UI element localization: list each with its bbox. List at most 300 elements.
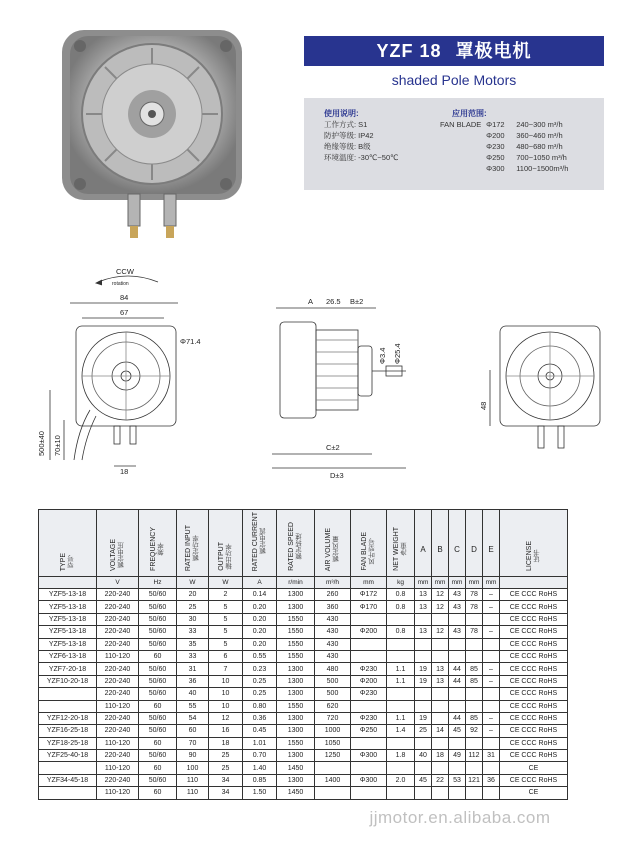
table-cell: YZF5-13-18 bbox=[39, 589, 97, 601]
table-cell: 0.8 bbox=[387, 626, 415, 638]
column-unit: W bbox=[209, 577, 243, 589]
rear-view-drawing bbox=[490, 326, 600, 448]
table-cell: CE CCC RoHS bbox=[500, 688, 568, 700]
column-unit: r/min bbox=[277, 577, 315, 589]
table-cell: CE CCC RoHS bbox=[500, 626, 568, 638]
table-cell: Φ200 bbox=[351, 626, 387, 638]
table-cell: 16 bbox=[209, 725, 243, 737]
column-header bbox=[432, 510, 449, 577]
table-cell: 43 bbox=[449, 589, 466, 601]
front-view-drawing bbox=[50, 276, 178, 466]
column-unit: mm bbox=[432, 577, 449, 589]
column-header-en: FREQUENCY bbox=[149, 527, 157, 571]
blade-airflow: 240~300 m³/h bbox=[516, 120, 563, 129]
column-header bbox=[315, 510, 351, 577]
table-cell: Φ250 bbox=[351, 725, 387, 737]
table-cell: 1400 bbox=[315, 774, 351, 786]
table-cell bbox=[466, 688, 483, 700]
table-cell: 44 bbox=[449, 712, 466, 724]
table-cell: 78 bbox=[466, 601, 483, 613]
table-cell: YZF10-20-18 bbox=[39, 675, 97, 687]
table-cell: 0.55 bbox=[243, 650, 277, 662]
usage-line: 环境温度: -30℃~50℃ bbox=[324, 153, 399, 162]
dim-67: 67 bbox=[120, 308, 129, 317]
table-cell: Φ300 bbox=[351, 750, 387, 762]
table-cell: YZF34-45-18 bbox=[39, 774, 97, 786]
column-unit: V bbox=[97, 577, 139, 589]
table-cell bbox=[483, 737, 500, 749]
table-cell: 22 bbox=[432, 774, 449, 786]
table-cell: – bbox=[483, 601, 500, 613]
product-title bbox=[304, 36, 604, 66]
table-cell: 36 bbox=[177, 675, 209, 687]
table-cell bbox=[483, 762, 500, 774]
table-cell bbox=[483, 650, 500, 662]
table-cell: 0.20 bbox=[243, 638, 277, 650]
table-cell: YZF5-13-18 bbox=[39, 601, 97, 613]
table-cell: 220-240 bbox=[97, 663, 139, 675]
table-cell: 2 bbox=[209, 589, 243, 601]
table-cell: 70 bbox=[177, 737, 209, 749]
column-header bbox=[415, 510, 432, 577]
table-cell bbox=[351, 638, 387, 650]
table-cell bbox=[432, 688, 449, 700]
table-cell: 33 bbox=[177, 626, 209, 638]
table-cell: 220-240 bbox=[97, 601, 139, 613]
table-cell: 110-120 bbox=[97, 762, 139, 774]
table-cell: 10 bbox=[209, 675, 243, 687]
table-cell: 85 bbox=[466, 712, 483, 724]
dim-48: 48 bbox=[479, 401, 488, 410]
table-row bbox=[39, 787, 568, 799]
table-cell: 1.1 bbox=[387, 663, 415, 675]
table-cell: 40 bbox=[177, 688, 209, 700]
blade-airflow: 700~1050 m³/h bbox=[516, 153, 567, 162]
column-header bbox=[39, 510, 97, 577]
table-cell: Φ230 bbox=[351, 688, 387, 700]
table-cell: 112 bbox=[466, 750, 483, 762]
table-cell bbox=[39, 787, 97, 799]
table-cell: 1050 bbox=[315, 737, 351, 749]
table-cell: CE CCC RoHS bbox=[500, 737, 568, 749]
table-row bbox=[39, 762, 568, 774]
table-cell bbox=[315, 787, 351, 799]
table-cell bbox=[387, 650, 415, 662]
column-unit: Hz bbox=[139, 577, 177, 589]
table-cell: 0.85 bbox=[243, 774, 277, 786]
column-header bbox=[483, 510, 500, 577]
table-cell: CE CCC RoHS bbox=[500, 613, 568, 625]
table-cell: 6 bbox=[209, 650, 243, 662]
table-cell: 60 bbox=[139, 650, 177, 662]
table-cell: 100 bbox=[177, 762, 209, 774]
table-cell: 90 bbox=[177, 750, 209, 762]
table-cell: 0.20 bbox=[243, 626, 277, 638]
table-cell: 0.8 bbox=[387, 601, 415, 613]
table-cell: YZF6-13-18 bbox=[39, 650, 97, 662]
column-header bbox=[351, 510, 387, 577]
table-cell bbox=[387, 700, 415, 712]
table-cell bbox=[449, 762, 466, 774]
table-cell: 50/60 bbox=[139, 663, 177, 675]
table-cell: CE CCC RoHS bbox=[500, 712, 568, 724]
application-title: 应用范围: bbox=[452, 109, 487, 118]
blade-diameter: Φ200 bbox=[486, 131, 505, 140]
table-cell: 25 bbox=[209, 750, 243, 762]
table-cell: 500 bbox=[315, 688, 351, 700]
table-cell: 110-120 bbox=[97, 737, 139, 749]
table-row bbox=[39, 638, 568, 650]
blade-airflow: 360~460 m³/h bbox=[516, 131, 563, 140]
table-cell: 12 bbox=[432, 589, 449, 601]
table-cell: 220-240 bbox=[97, 712, 139, 724]
usage-title: 使用说明: bbox=[324, 109, 359, 118]
table-cell: 50/60 bbox=[139, 750, 177, 762]
table-cell: 35 bbox=[177, 638, 209, 650]
table-cell: 0.20 bbox=[243, 601, 277, 613]
table-cell: YZF25-40-18 bbox=[39, 750, 97, 762]
table-cell: 1000 bbox=[315, 725, 351, 737]
table-cell bbox=[415, 700, 432, 712]
table-cell: 0.25 bbox=[243, 675, 277, 687]
table-cell: 50/60 bbox=[139, 626, 177, 638]
table-cell: Φ172 bbox=[351, 589, 387, 601]
table-cell: 220-240 bbox=[97, 675, 139, 687]
table-row bbox=[39, 725, 568, 737]
table-cell: Φ230 bbox=[351, 712, 387, 724]
table-row bbox=[39, 601, 568, 613]
column-unit bbox=[39, 577, 97, 589]
table-cell: 18 bbox=[209, 737, 243, 749]
table-cell bbox=[466, 650, 483, 662]
table-row bbox=[39, 712, 568, 724]
table-cell: YZF5-13-18 bbox=[39, 638, 97, 650]
column-header-cn: 输出功率 bbox=[225, 543, 233, 570]
table-cell: 1300 bbox=[277, 725, 315, 737]
table-cell: 1.50 bbox=[243, 787, 277, 799]
usage-section bbox=[324, 108, 399, 163]
table-cell: 45 bbox=[415, 774, 432, 786]
table-cell: 12 bbox=[432, 626, 449, 638]
table-cell: 0.8 bbox=[387, 589, 415, 601]
table-cell: 1300 bbox=[277, 750, 315, 762]
table-cell bbox=[432, 650, 449, 662]
table-cell bbox=[387, 762, 415, 774]
table-cell: 5 bbox=[209, 613, 243, 625]
dim-3-4: Φ3.4 bbox=[378, 347, 387, 364]
table-cell bbox=[387, 787, 415, 799]
table-cell bbox=[449, 638, 466, 650]
table-cell bbox=[351, 787, 387, 799]
table-cell: 55 bbox=[177, 700, 209, 712]
column-header-cn: 净重 bbox=[400, 542, 408, 556]
table-cell bbox=[387, 737, 415, 749]
table-cell: 5 bbox=[209, 638, 243, 650]
table-cell: 0.14 bbox=[243, 589, 277, 601]
column-header-cn: 额定电流 bbox=[259, 528, 267, 555]
table-cell: CE bbox=[500, 762, 568, 774]
product-subtitle: shaded Pole Motors bbox=[391, 72, 517, 88]
table-cell: 53 bbox=[449, 774, 466, 786]
column-header bbox=[177, 510, 209, 577]
table-cell: 54 bbox=[177, 712, 209, 724]
table-cell bbox=[387, 688, 415, 700]
table-cell: 49 bbox=[449, 750, 466, 762]
table-row bbox=[39, 663, 568, 675]
table-cell: Φ230 bbox=[351, 663, 387, 675]
table-cell: 10 bbox=[209, 688, 243, 700]
table-header-row bbox=[39, 510, 568, 577]
table-units-row bbox=[39, 577, 568, 589]
table-cell: 31 bbox=[177, 663, 209, 675]
table-cell: 110-120 bbox=[97, 700, 139, 712]
table-cell: 13 bbox=[415, 626, 432, 638]
column-unit: A bbox=[243, 577, 277, 589]
column-header-en: B bbox=[437, 545, 443, 554]
table-row bbox=[39, 700, 568, 712]
table-cell: 0.45 bbox=[243, 725, 277, 737]
column-header bbox=[243, 510, 277, 577]
table-cell: 13 bbox=[432, 663, 449, 675]
table-cell bbox=[387, 613, 415, 625]
table-cell: 60 bbox=[139, 700, 177, 712]
table-cell bbox=[415, 762, 432, 774]
table-cell bbox=[432, 613, 449, 625]
table-cell: 13 bbox=[415, 589, 432, 601]
table-cell: 121 bbox=[466, 774, 483, 786]
table-cell: 1300 bbox=[277, 675, 315, 687]
table-cell: 430 bbox=[315, 650, 351, 662]
table-cell: CE CCC RoHS bbox=[500, 663, 568, 675]
table-cell: 50/60 bbox=[139, 601, 177, 613]
table-cell: 220-240 bbox=[97, 626, 139, 638]
table-cell: CE CCC RoHS bbox=[500, 774, 568, 786]
table-cell: 10 bbox=[209, 700, 243, 712]
table-cell bbox=[415, 613, 432, 625]
table-cell: 45 bbox=[449, 725, 466, 737]
table-cell: Φ300 bbox=[351, 774, 387, 786]
table-cell: 500 bbox=[315, 675, 351, 687]
table-cell: 0.25 bbox=[243, 688, 277, 700]
dim-c: C±2 bbox=[326, 443, 340, 452]
table-cell: 110 bbox=[177, 774, 209, 786]
column-header-cn: 额定风量 bbox=[332, 536, 340, 563]
table-cell: 0.80 bbox=[243, 700, 277, 712]
table-cell: 44 bbox=[449, 675, 466, 687]
table-cell: 85 bbox=[466, 675, 483, 687]
table-cell bbox=[466, 787, 483, 799]
table-cell: YZF7-20-18 bbox=[39, 663, 97, 675]
table-cell: 1550 bbox=[277, 700, 315, 712]
table-cell: 40 bbox=[415, 750, 432, 762]
table-cell: 13 bbox=[415, 601, 432, 613]
dim-18: 18 bbox=[120, 467, 129, 476]
table-cell: CE CCC RoHS bbox=[500, 601, 568, 613]
table-cell: 43 bbox=[449, 626, 466, 638]
column-header bbox=[277, 510, 315, 577]
table-cell bbox=[39, 700, 97, 712]
table-cell bbox=[449, 700, 466, 712]
table-cell: 19 bbox=[415, 712, 432, 724]
table-cell: 1450 bbox=[277, 787, 315, 799]
column-unit: kg bbox=[387, 577, 415, 589]
table-cell bbox=[39, 762, 97, 774]
table-cell: CE CCC RoHS bbox=[500, 650, 568, 662]
table-cell: 33 bbox=[177, 650, 209, 662]
table-cell: 5 bbox=[209, 601, 243, 613]
table-cell: 1250 bbox=[315, 750, 351, 762]
table-cell bbox=[432, 787, 449, 799]
table-cell: 1300 bbox=[277, 601, 315, 613]
table-cell bbox=[449, 737, 466, 749]
column-header bbox=[500, 510, 568, 577]
dim-a: A bbox=[308, 297, 314, 306]
table-row bbox=[39, 650, 568, 662]
table-cell bbox=[39, 688, 97, 700]
table-cell: 25 bbox=[209, 762, 243, 774]
table-cell: 25 bbox=[415, 725, 432, 737]
dimension-drawings bbox=[30, 260, 620, 490]
table-cell bbox=[351, 613, 387, 625]
table-cell: 220-240 bbox=[97, 725, 139, 737]
table-cell: 1550 bbox=[277, 613, 315, 625]
table-cell bbox=[466, 762, 483, 774]
table-cell: 430 bbox=[315, 613, 351, 625]
usage-line: 绝缘等级: B级 bbox=[324, 142, 371, 151]
table-cell: 18 bbox=[432, 750, 449, 762]
table-cell: 220-240 bbox=[97, 589, 139, 601]
table-cell: 1300 bbox=[277, 589, 315, 601]
column-header-en: VOLTAGE bbox=[109, 538, 117, 571]
table-cell: YZF5-13-18 bbox=[39, 613, 97, 625]
table-cell: 430 bbox=[315, 626, 351, 638]
table-cell: 480 bbox=[315, 663, 351, 675]
blade-diameter: Φ250 bbox=[486, 153, 505, 162]
column-unit: mm bbox=[466, 577, 483, 589]
table-cell bbox=[449, 787, 466, 799]
table-cell: 7 bbox=[209, 663, 243, 675]
table-cell bbox=[466, 638, 483, 650]
table-cell: CE CCC RoHS bbox=[500, 675, 568, 687]
column-header-en: RATED INPUT bbox=[184, 524, 192, 571]
column-header-cn: 额定转速 bbox=[295, 533, 303, 560]
table-cell: 1550 bbox=[277, 626, 315, 638]
table-row bbox=[39, 589, 568, 601]
table-cell: CE CCC RoHS bbox=[500, 750, 568, 762]
model-name-cn: 罩极电机 bbox=[455, 41, 532, 61]
table-cell: 36 bbox=[483, 774, 500, 786]
model-number: YZF 18 bbox=[376, 41, 442, 61]
table-cell: 50/60 bbox=[139, 725, 177, 737]
usage-line: 防护等级: IP42 bbox=[324, 131, 374, 140]
table-cell: 25 bbox=[177, 601, 209, 613]
table-cell: 60 bbox=[139, 737, 177, 749]
table-cell: 78 bbox=[466, 589, 483, 601]
table-row bbox=[39, 688, 568, 700]
table-cell bbox=[449, 613, 466, 625]
column-header-cn: 额定电压 bbox=[117, 541, 125, 568]
table-cell: 60 bbox=[177, 725, 209, 737]
table-cell: Φ200 bbox=[351, 675, 387, 687]
usage-line: 工作方式: S1 bbox=[324, 120, 368, 129]
table-cell: – bbox=[483, 663, 500, 675]
table-cell: 110-120 bbox=[97, 787, 139, 799]
table-cell: 78 bbox=[466, 626, 483, 638]
table-cell bbox=[449, 688, 466, 700]
table-cell: 60 bbox=[139, 787, 177, 799]
table-cell: 85 bbox=[466, 663, 483, 675]
table-cell: 50/60 bbox=[139, 613, 177, 625]
column-header-en: RATED CURRENT bbox=[251, 511, 259, 571]
column-header-en: TYPE bbox=[59, 552, 67, 571]
table-cell: – bbox=[483, 626, 500, 638]
table-cell: 1.1 bbox=[387, 675, 415, 687]
column-header-en: FAN BLADE bbox=[360, 532, 368, 571]
table-cell bbox=[449, 650, 466, 662]
table-row bbox=[39, 737, 568, 749]
table-cell: 1.1 bbox=[387, 712, 415, 724]
table-cell bbox=[415, 787, 432, 799]
table-cell: – bbox=[483, 589, 500, 601]
column-header bbox=[387, 510, 415, 577]
table-row bbox=[39, 774, 568, 786]
table-cell: 720 bbox=[315, 712, 351, 724]
table-cell: 1300 bbox=[277, 688, 315, 700]
table-cell: 12 bbox=[209, 712, 243, 724]
column-header-cn: 频率 bbox=[157, 542, 165, 556]
column-unit: m³/h bbox=[315, 577, 351, 589]
table-cell: 220-240 bbox=[97, 638, 139, 650]
rotation-label: rotation bbox=[112, 281, 129, 287]
column-header bbox=[139, 510, 177, 577]
table-cell: 1550 bbox=[277, 737, 315, 749]
table-cell bbox=[466, 700, 483, 712]
table-cell: 260 bbox=[315, 589, 351, 601]
table-cell bbox=[415, 737, 432, 749]
table-cell: 50/60 bbox=[139, 774, 177, 786]
table-cell: 0.20 bbox=[243, 613, 277, 625]
column-header-en: RATED SPEED bbox=[287, 522, 295, 571]
table-cell: 360 bbox=[315, 601, 351, 613]
table-cell: 34 bbox=[209, 787, 243, 799]
table-cell: YZF18-25-18 bbox=[39, 737, 97, 749]
blade-airflow: 1100~1500m³/h bbox=[516, 164, 569, 173]
table-cell bbox=[483, 700, 500, 712]
column-header-cn: 型号 bbox=[67, 555, 75, 569]
table-cell: 50/60 bbox=[139, 675, 177, 687]
motor-spec-table bbox=[38, 509, 568, 800]
table-cell: 12 bbox=[432, 601, 449, 613]
table-cell: 14 bbox=[432, 725, 449, 737]
blade-diameter: Φ300 bbox=[486, 164, 505, 173]
column-unit: mm bbox=[415, 577, 432, 589]
table-cell: 0.36 bbox=[243, 712, 277, 724]
column-unit bbox=[500, 577, 568, 589]
table-cell: 1550 bbox=[277, 650, 315, 662]
column-header-cn: 证书 bbox=[533, 549, 541, 563]
table-cell bbox=[432, 762, 449, 774]
spec-summary-box bbox=[304, 98, 604, 190]
table-cell: 220-240 bbox=[97, 774, 139, 786]
table-cell: CE CCC RoHS bbox=[500, 638, 568, 650]
column-header-en: E bbox=[488, 545, 494, 554]
table-cell: CE CCC RoHS bbox=[500, 725, 568, 737]
table-cell: 44 bbox=[449, 663, 466, 675]
table-cell: YZF5-13-18 bbox=[39, 626, 97, 638]
table-cell bbox=[432, 638, 449, 650]
table-cell: 1.4 bbox=[387, 725, 415, 737]
watermark: jjmotor.en.alibaba.com bbox=[369, 808, 551, 827]
